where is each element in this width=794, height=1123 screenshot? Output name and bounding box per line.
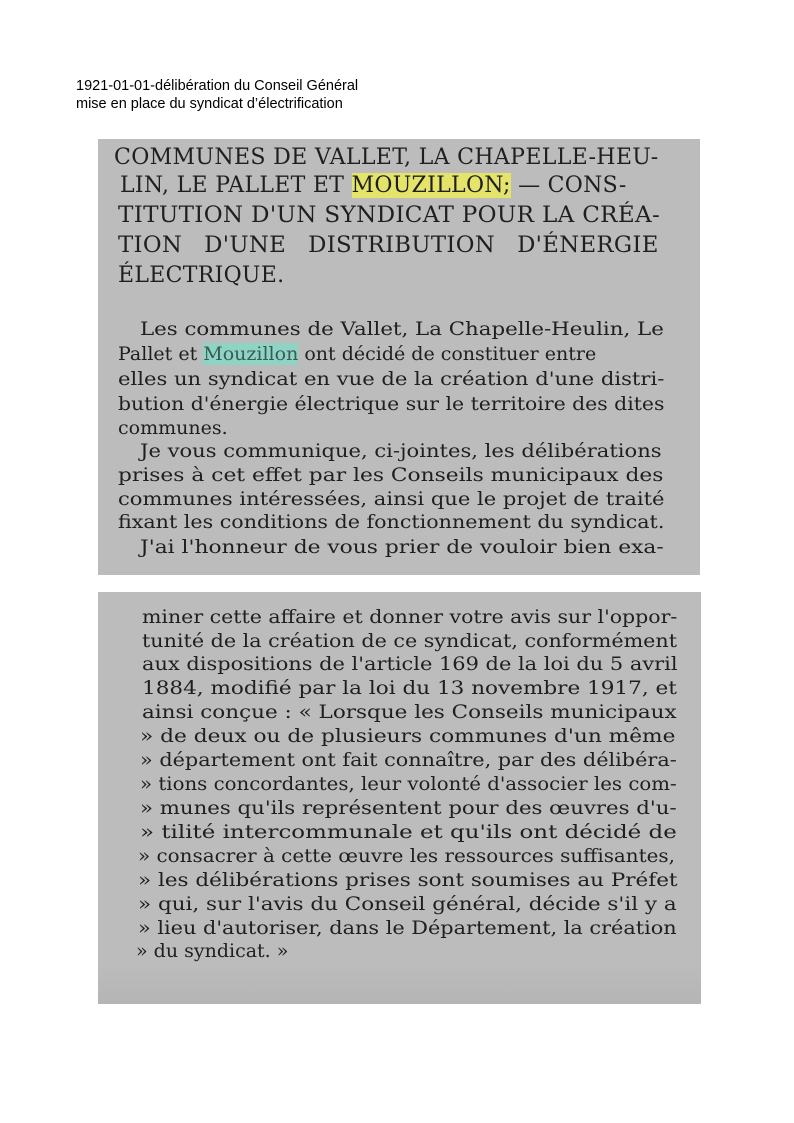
continuation-line-13: » qui, sur l'avis du Conseil général, décide s'il y a <box>138 893 677 915</box>
highlight-mouzillon-heading: MOUZILLON; <box>351 173 511 198</box>
continuation-line-2: tunité de la création de ce syndicat, conformément <box>142 630 677 652</box>
body-line-2-end: ont décidé de constituer entre <box>304 343 597 365</box>
body-line-2 <box>118 343 596 365</box>
caption-date-title: 1921-01-01-délibération du Conseil Général <box>76 78 359 94</box>
continuation-line-15: » du syndicat. » <box>136 940 289 962</box>
continuation-line-5: ainsi conçue : « Lorsque les Conseils municipaux <box>142 701 677 723</box>
continuation-line-11: » consacrer à cette œuvre les ressources suffisantes, <box>138 845 675 867</box>
continuation-line-9: » munes qu'ils représentent pour des œuvres d'u- <box>140 797 677 819</box>
body-line-6: Je vous communique, ci-jointes, les délibérations <box>140 440 662 462</box>
body-line-5: communes. <box>118 417 228 439</box>
body-line-2-text: Pallet et <box>118 343 198 365</box>
continuation-line-12: » les délibérations prises sont soumises au Préfet <box>138 869 678 891</box>
heading-line-3: TITUTION D'UN SYNDICAT POUR LA CRÉA- <box>118 203 661 228</box>
continuation-line-1: miner cette affaire et donner votre avis sur l'oppor- <box>142 606 678 628</box>
heading-line-5: ÉLECTRIQUE. <box>118 263 285 288</box>
faded-bleedthrough <box>98 964 701 1004</box>
scanned-clipping-heading-section <box>98 139 700 575</box>
continuation-line-14: » lieu d'autoriser, dans le Département, la création <box>138 917 677 939</box>
heading-line-1: COMMUNES DE VALLET, LA CHAPELLE-HEU- <box>114 145 659 170</box>
body-line-9: fixant les conditions de fonctionnement du syndicat. <box>118 511 665 533</box>
heading-line-2-text: LIN, LE PALLET ET <box>120 173 345 198</box>
body-line-1: Les communes de Vallet, La Chapelle-Heulin, Le <box>140 318 664 340</box>
heading-line-2 <box>120 173 627 198</box>
heading-line-2-end: — CONS- <box>518 173 627 198</box>
body-line-8: communes intéressées, ainsi que le projet de traité <box>118 488 665 510</box>
continuation-line-10: » tilité intercommunale et qu'ils ont décidé de <box>140 821 677 843</box>
scanned-clipping-continuation <box>98 592 701 1004</box>
continuation-line-8: » tions concordantes, leur volonté d'associer les com- <box>140 773 677 795</box>
body-line-10: J'ai l'honneur de vous prier de vouloir bien exa- <box>140 536 664 558</box>
body-line-4: bution d'énergie électrique sur le territoire des dites <box>118 393 665 415</box>
document-caption <box>76 78 358 113</box>
continuation-line-3: aux dispositions de l'article 169 de la loi du 5 avril <box>142 653 678 675</box>
body-line-3: elles un syndicat en vue de la création d'une distri- <box>118 368 665 390</box>
continuation-line-7: » département ont fait connaître, par des délibéra- <box>140 749 677 771</box>
caption-subtitle: mise en place du syndicat d’électrification <box>76 95 343 112</box>
body-line-7: prises à cet effet par les Conseils municipaux des <box>118 464 664 486</box>
highlight-mouzillon-body: Mouzillon <box>203 343 299 365</box>
continuation-line-4: 1884, modifié par la loi du 13 novembre 1917, et <box>142 677 677 699</box>
heading-line-4: TION D'UNE DISTRIBUTION D'ÉNERGIE <box>118 233 659 258</box>
continuation-line-6: » de deux ou de plusieurs communes d'un même <box>140 725 676 747</box>
